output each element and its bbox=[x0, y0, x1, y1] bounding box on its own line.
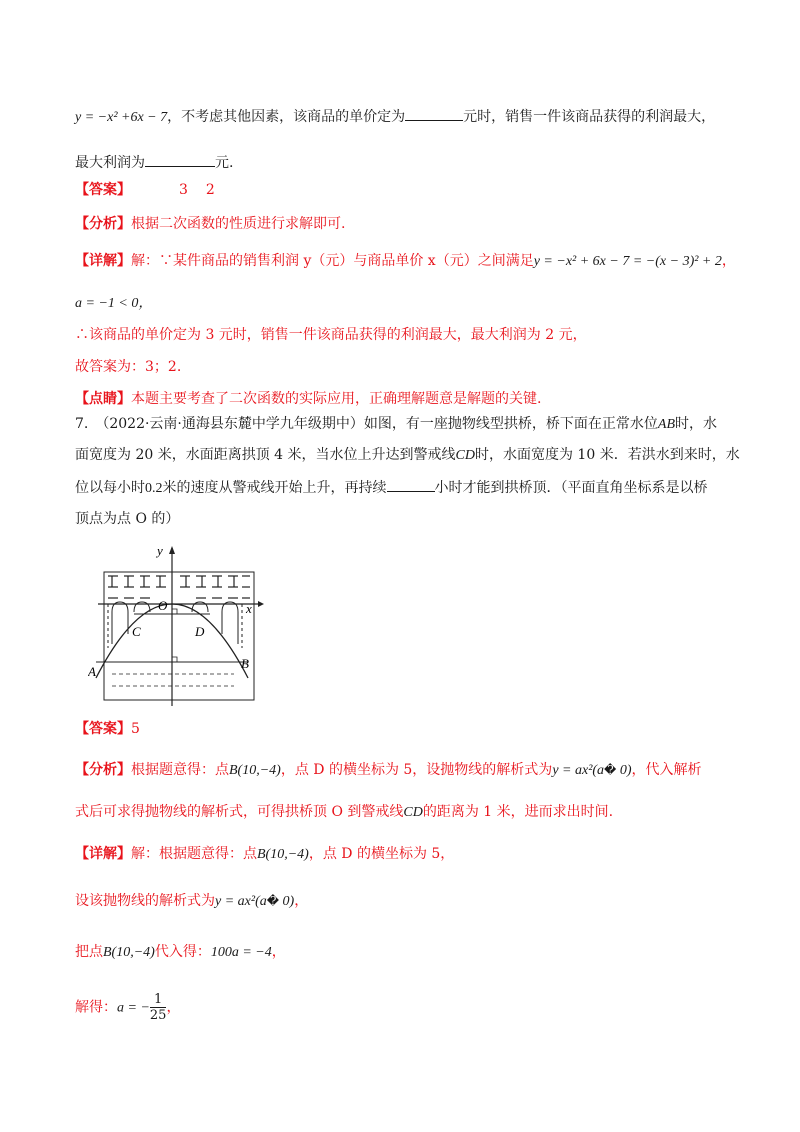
a-equation: a = − bbox=[117, 1000, 150, 1016]
q6-detail-line-2 bbox=[75, 293, 730, 314]
segment-ab: AB bbox=[657, 417, 675, 432]
q7-analysis-line-1 bbox=[75, 760, 730, 781]
analysis-label: 【分析】 bbox=[75, 762, 131, 778]
answer-blank-profit bbox=[145, 152, 215, 167]
x-label: x bbox=[246, 601, 252, 616]
analysis-text-1b: ，点 D 的横坐标为 5，设抛物线的解析式为 bbox=[280, 762, 553, 778]
detail-tail: ， bbox=[721, 253, 736, 269]
q7-detail-line-1 bbox=[75, 844, 730, 865]
detail-text-3b: 代入得： bbox=[154, 944, 211, 960]
q7-detail-line-3 bbox=[75, 942, 730, 963]
detail-formula: y = −x² + 6x − 7 = −(x − 3)² + 2 bbox=[533, 254, 722, 269]
q6-detail-line-3 bbox=[75, 325, 730, 345]
detail-text-1a: 解：根据题意得：点 bbox=[131, 846, 257, 862]
formula-end: 0) bbox=[279, 894, 295, 909]
q7-line-2 bbox=[75, 445, 740, 466]
right-angle-mark-ab bbox=[172, 657, 177, 662]
comment-text: 本题主要考查了二次函数的实际应用，正确理解题意是解题的关键. bbox=[131, 391, 542, 407]
unknown-glyph: � bbox=[604, 763, 617, 777]
point-c-label: C bbox=[132, 624, 141, 639]
analysis-text: 根据二次函数的性质进行求解即可. bbox=[131, 216, 346, 232]
rise-speed: 0.2 bbox=[145, 481, 163, 496]
q7-line-4 bbox=[75, 509, 730, 529]
q7-answer bbox=[75, 719, 730, 739]
brick-pattern bbox=[108, 576, 250, 598]
detail-label: 【详解】 bbox=[75, 846, 131, 862]
detail-final: 故答案为：3；2. bbox=[75, 359, 182, 375]
q6-text-4: 元. bbox=[215, 155, 234, 171]
q7-analysis-line-2 bbox=[75, 802, 730, 823]
detail-text-2a: 设该抛物线的解析式为 bbox=[75, 893, 215, 909]
q7-text-2b: 时，水面宽度为 10 米．若洪水到来时，水 bbox=[474, 447, 740, 463]
q6-analysis bbox=[75, 214, 730, 234]
fraction-one-over-25 bbox=[150, 992, 167, 1023]
a-value: a = −1 < 0， bbox=[75, 296, 153, 311]
right-angle-mark-cd bbox=[172, 609, 177, 614]
detail-text: 解：∵某件商品的销售利润 y（元）与商品单价 x（元）之间满足 bbox=[131, 253, 534, 269]
analysis-text-1a: 根据题意得：点 bbox=[131, 762, 229, 778]
point-a-label: A bbox=[88, 664, 96, 679]
fraction-denominator: 25 bbox=[149, 1008, 167, 1023]
detail-text-3c: ， bbox=[271, 944, 286, 960]
q6-detail-line-1 bbox=[75, 251, 736, 272]
answer-label: 【答案】 bbox=[75, 721, 131, 737]
q7-text-4: 顶点为点 O 的） bbox=[75, 511, 180, 527]
q7-line-1 bbox=[75, 414, 730, 435]
analysis-text-2a: 式后可求得抛物线的解析式，可得拱桥顶 O 到警戒线 bbox=[75, 804, 404, 820]
q7-line-3 bbox=[75, 477, 730, 499]
analysis-text-2b: 的距离为 1 米，进而求出时间. bbox=[422, 804, 614, 820]
answer-blank-price bbox=[405, 106, 463, 121]
detail-text-4a: 解得： bbox=[75, 999, 117, 1016]
segment-cd: CD bbox=[455, 448, 475, 463]
q6-question-line-1 bbox=[75, 106, 730, 128]
detail-label: 【详解】 bbox=[75, 253, 131, 269]
q7-text-3b: 米的速度从警戒线开始上升，再持续 bbox=[162, 480, 387, 496]
answer-value: 5 bbox=[131, 721, 140, 737]
segment-cd: CD bbox=[403, 805, 423, 820]
analysis-label: 【分析】 bbox=[75, 216, 131, 232]
q6-question-line-2 bbox=[75, 152, 730, 173]
parabola-formula: y = ax²(a bbox=[215, 894, 267, 909]
q6-answer bbox=[75, 180, 730, 200]
q7-text-3a: 位以每小时 bbox=[75, 480, 145, 496]
y-axis-arrow bbox=[169, 546, 175, 554]
q7-detail-line-2 bbox=[75, 891, 730, 912]
point-b-label: B bbox=[241, 656, 249, 671]
answer-blank-hours bbox=[387, 477, 435, 492]
figure-frame bbox=[104, 572, 254, 700]
q7-text-1a: 7. （2022·云南·通海县东麓中学九年级期中）如图，有一座抛物线型拱桥，桥下面在正常水位 bbox=[75, 416, 658, 432]
point-b-coords: B(10,−4) bbox=[103, 945, 155, 960]
origin-label: O bbox=[158, 598, 168, 613]
parabola-formula: y = ax²(a bbox=[552, 763, 605, 778]
formula-end: 0) bbox=[616, 763, 632, 778]
y-label: y bbox=[157, 543, 163, 558]
q7-text-1b: 时，水 bbox=[675, 416, 717, 432]
detail-text-1b: ，点 D 的横坐标为 5， bbox=[308, 846, 455, 862]
answer-label: 【答案】 bbox=[75, 182, 131, 198]
comment-label: 【点睛】 bbox=[75, 391, 131, 407]
point-d-label: D bbox=[195, 624, 205, 639]
q6-text-2: 元时，销售一件该商品获得的利润最大， bbox=[463, 109, 716, 125]
analysis-text-1c: ，代入解析 bbox=[631, 762, 702, 778]
profit-function: y = −x² +6x − 7 bbox=[75, 110, 168, 125]
detail-text-3a: 把点 bbox=[75, 944, 103, 960]
q6-detail-line-4 bbox=[75, 357, 730, 377]
answer-value-2: 2 bbox=[205, 182, 215, 198]
q7-text-2a: 面宽度为 20 米，水面距离拱顶 4 米，当水位上升达到警戒线 bbox=[75, 447, 456, 463]
substitution-equation: 100a = −4 bbox=[210, 945, 272, 960]
answer-value-1: 3 bbox=[179, 182, 188, 198]
q6-text-3: 最大利润为 bbox=[75, 155, 145, 171]
unknown-glyph: � bbox=[266, 894, 280, 908]
point-b-coords: B(10,−4) bbox=[257, 847, 309, 862]
fraction-numerator: 1 bbox=[150, 992, 167, 1008]
q7-text-3c: 小时才能到拱桥顶．（平面直角坐标系是以桥 bbox=[434, 480, 708, 496]
detail-text-4b: ， bbox=[166, 999, 181, 1016]
detail-text-2b: ， bbox=[294, 893, 309, 909]
point-b-coords: B(10,−4) bbox=[229, 763, 281, 778]
q6-text-1: ，不考虑其他因素，该商品的单价定为 bbox=[167, 109, 406, 125]
q6-comment bbox=[75, 389, 730, 409]
q7-detail-line-4 bbox=[75, 992, 730, 1023]
arch-bridge-figure bbox=[88, 540, 268, 706]
x-axis-arrow bbox=[258, 601, 264, 607]
detail-conclusion: ∴该商品的单价定为 3 元时，销售一件该商品获得的利润最大，最大利润为 2 元， bbox=[75, 327, 587, 343]
